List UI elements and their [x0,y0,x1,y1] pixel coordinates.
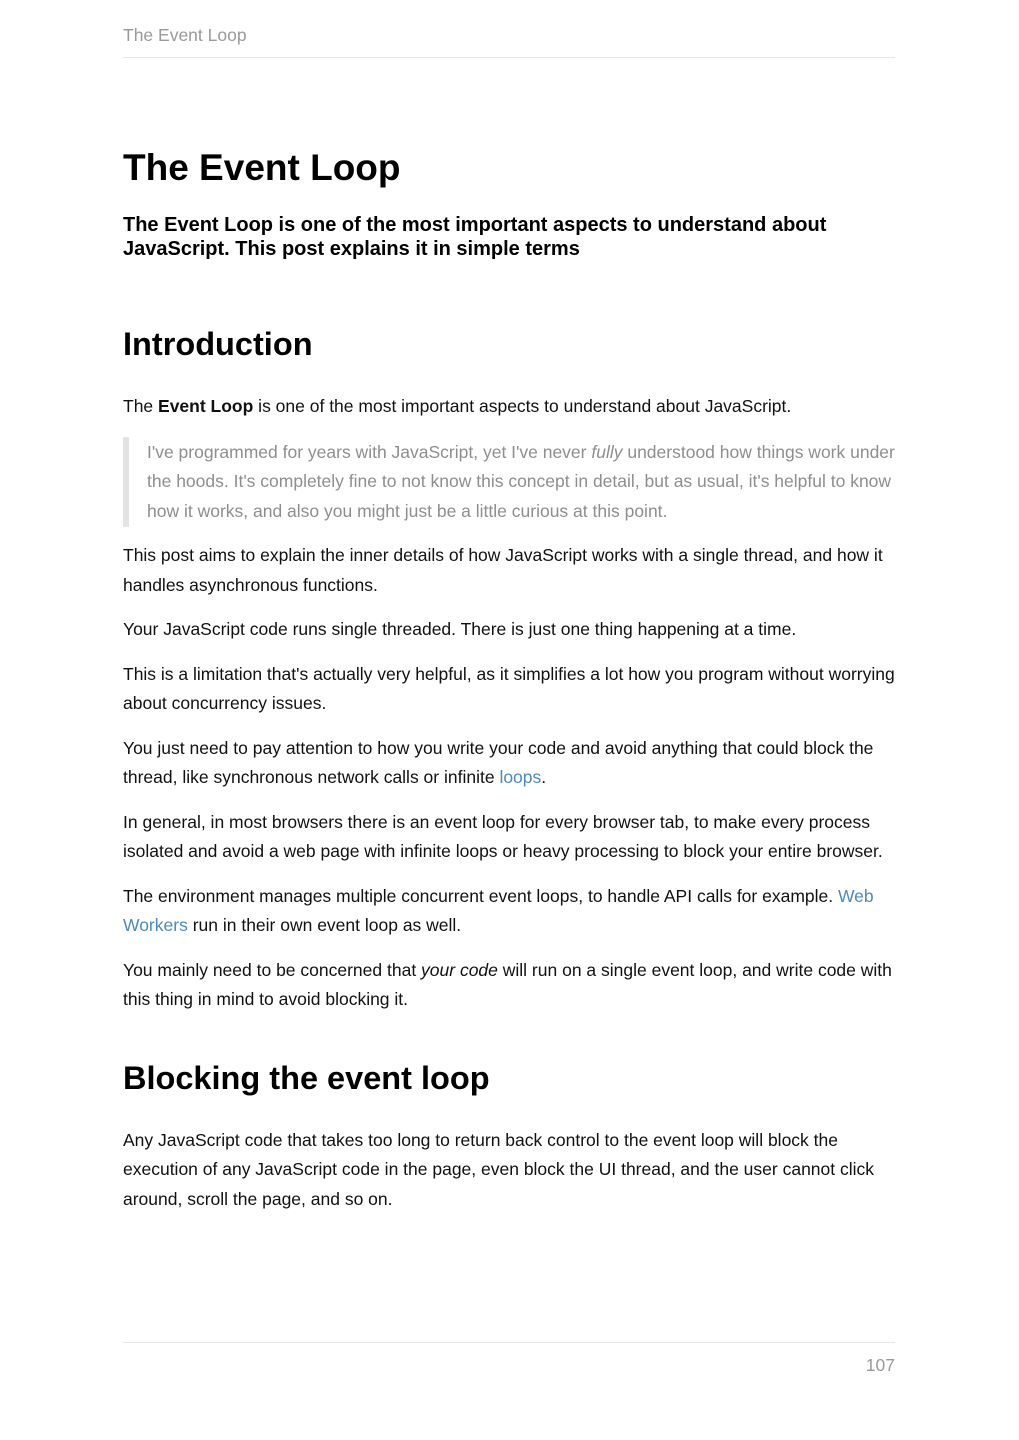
intro-paragraph-8: You mainly need to be concerned that your code will run on a single event loop, and write code with this thing in mind to avoid blocking it. [123,959,892,1009]
intro-paragraph-3: Your JavaScript code runs single threaded. There is just one thing happening at a time. [123,619,797,639]
emphasis-your-code: your code [421,959,498,980]
blockquote: I've programmed for years with JavaScript, yet I've never fully understood how things work under the hoods. It's completely fine to not know this concept in detail, but as usual, it's helpful to know how it works, and also you might just be a little curious at this point. [123,437,895,528]
section-heading-blocking: Blocking the event loop [123,1059,490,1096]
loops-link[interactable]: loops [499,767,542,787]
section-heading-introduction: Introduction [123,326,313,362]
article-body [123,140,895,1214]
intro-paragraph-4: This is a limitation that's actually very helpful, as it simplifies a lot how you program without worrying about concurrency issues. [123,663,895,713]
emphasis-fully: fully [591,441,623,462]
page-number: 107 [865,1355,895,1375]
web-workers-link[interactable]: Web Workers [123,885,874,935]
intro-paragraph-6: In general, in most browsers there is an event loop for every browser tab, to make every process isolated and avoid a web page with infinite loops or heavy processing to block your entire browser. [123,811,883,861]
bold-term-event-loop: Event Loop [158,396,254,416]
intro-paragraph-2: This post aims to explain the inner details of how JavaScript works with a single thread, and how it handles asynchronous functions. [123,545,883,595]
blocking-paragraph-1: Any JavaScript code that takes too long to return back control to the event loop will block the execution of any JavaScript code in the page, even block the UI thread, and the user cannot click around, scroll the page, and so on. [123,1129,875,1209]
intro-paragraph-1: The Event Loop is one of the most important aspects to understand about JavaScript. [123,396,792,416]
page-footer [123,1342,895,1383]
intro-paragraph-7: The environment manages multiple concurrent event loops, to handle API calls for example. Web Workers run in their own event loop as well. [123,885,874,935]
intro-paragraph-5: You just need to pay attention to how you write your code and avoid anything that could block the thread, like synchronous network calls or infinite loops. [123,737,874,787]
running-title: The Event Loop [123,25,247,45]
running-header [123,23,895,58]
article-title: The Event Loop [123,147,401,188]
article-subtitle: The Event Loop is one of the most important aspects to understand about JavaScript. This post explains it in simple terms [123,214,827,260]
